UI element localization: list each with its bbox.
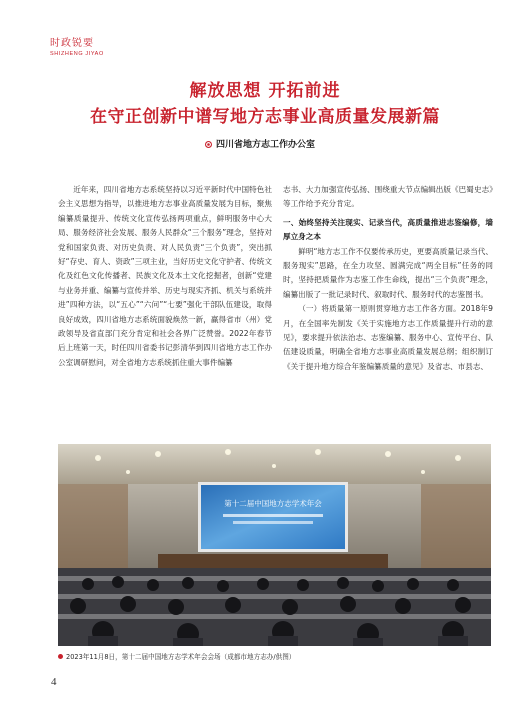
body-paragraph: 近年来，四川省地方志系统坚持以习近平新时代中国特色社会主义思想为指导，以推进地方志事业高质量发展为目标，聚焦编纂质量提升、传统文化宣传弘扬两项重点，鲜明服务中心大局、服务经济社会发展、服务人民群众“三个服务”理念，坚持对党和国家负责、对历史负责、对人民负责“三个负责”，突出抓好“存史、育人、资政”三项主业，当好历史文化守护者、传统文化及红色文化传播者、民族文化及本土文化挖掘者，创新“党建与业务并重、编纂与宣传并举、历史与现实齐抓、机关与系统并进”四种方法，以“五心”“六问”“七要”强化干部队伍建设，取得良好成效，四川省地方志系统面貌焕然一新，赢得省市（州）党政领导及省直部门充分肯定和社会各界广泛赞誉。2022年春节后上班第一天，时任四川省委书记彭清华到四川省地方志工作办公室调研慰问，对全省地方志系统抓住重大事件编纂: [58, 185, 272, 367]
caption-bullet-icon: [58, 654, 63, 659]
article-author: [205, 139, 315, 151]
column-pinyin: SHIZHENG JIYAO: [50, 51, 104, 57]
body-paragraph: 鲜明“地方志工作不仅要传承历史，更要高质量记录当代、服务现实”思路，在全力攻坚、圆满完成“两全目标”任务的同时，坚持把质量作为志鉴工作生命线，提出“三个负责”理念，编纂出版了一批记录时代、叙取时代、服务时代的志鉴图书。: [283, 246, 493, 299]
author-name: 四川省地方志工作办公室: [216, 140, 316, 150]
bullet-icon: [205, 141, 212, 148]
article-title-line1: 解放思想 开拓前进: [189, 81, 341, 101]
body-paragraph: 志书、大力加强宣传弘扬、围绕重大节点编辑出版《巴蜀史志》等工作给予充分肯定。: [283, 185, 493, 209]
screen-title: 第十二届中国地方志学术年会: [224, 499, 322, 508]
body-column-left: [58, 183, 272, 370]
section-heading: 一、始终坚持关注现实、记录当代，高质量推进志鉴编修，墙厚立身之本: [283, 217, 493, 242]
photo-caption: [58, 652, 491, 662]
page-number: 4: [51, 676, 57, 688]
column-tag: [50, 38, 104, 58]
caption-text: 2023年11月8日，第十二届中国地方志学术年会会场（成都市地方志办/供图）: [66, 653, 296, 661]
conference-photo: [58, 444, 491, 646]
body-column-right: [283, 183, 493, 374]
column-title: 时政锐要: [50, 38, 94, 49]
body-paragraph: （一）将质量第一原则贯穿地方志工作各方面。2018年9月，在全国率先制发《关于实施地方志工作质量提升行动的意见》，要求提升依法治志、志鉴编纂、服务中心、宣传平台、队伍建设质量，明确全省地方志事业高质量发展总纲；组织制订《关于提升地方综合年鉴编纂质量的意见》及省志、市县志、: [283, 304, 493, 371]
article-title-line2: 在守正创新中谱写地方志事业高质量发展新篇: [90, 107, 440, 127]
